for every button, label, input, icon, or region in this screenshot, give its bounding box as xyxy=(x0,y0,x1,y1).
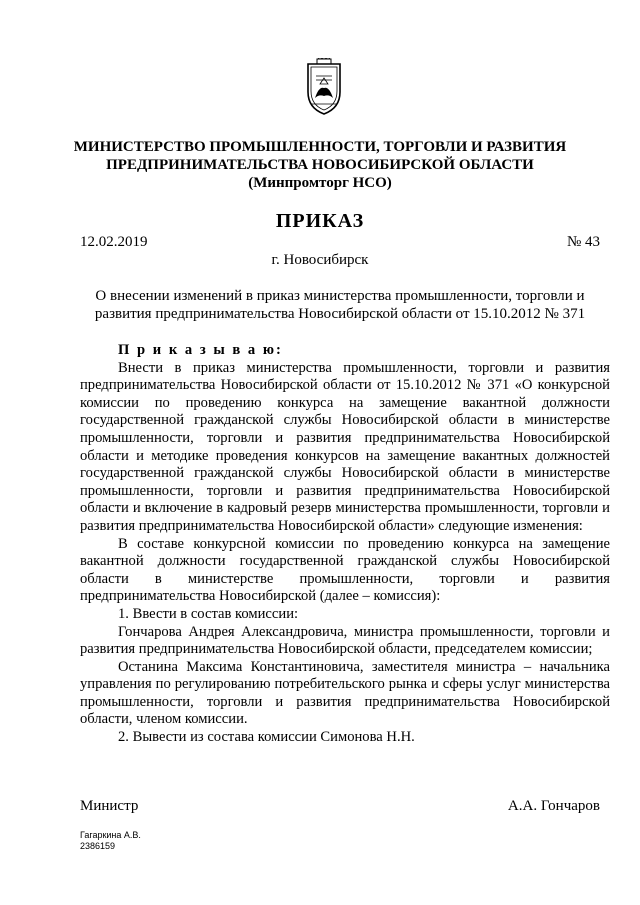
order-date: 12.02.2019 xyxy=(80,234,148,250)
order-subject: О внесении изменений в приказ министерства промышленности, торговли и развития предпринимательства Новосибирской области от 15.10.2012 № 371 xyxy=(94,288,586,322)
executor-info xyxy=(80,830,141,852)
order-city: г. Новосибирск xyxy=(271,252,369,268)
coat-of-arms-icon xyxy=(302,58,346,118)
paragraph-2: В составе конкурсной комиссии по проведению конкурса на замещение вакантной должности государственной гражданской службы Новосибирской области в министерстве промышленности, торговли и развития предпринимательства Новосибирской (далее – комиссия): xyxy=(80,535,610,605)
ministry-name-line-1: МИНИСТЕРСТВО ПРОМЫШЛЕННОСТИ, ТОРГОВЛИ И РАЗВИТИЯ xyxy=(73,139,567,155)
signature-post: Министр xyxy=(80,798,139,814)
order-title: ПРИКАЗ xyxy=(275,210,365,232)
order-word: П р и к а з ы в а ю: xyxy=(118,342,283,358)
paragraph-4: Гончарова Андрея Александровича, министра промышленности, торговли и развития предпринимательства Новосибирской области, председателем комиссии; xyxy=(80,623,610,658)
paragraph-5: Останина Максима Константиновича, заместителя министра – начальника управления по регулированию потребительского рынка и сферы услуг министерства промышленности, торговли и развития предпринимательства Новосибирской области, членом комиссии. xyxy=(80,658,610,728)
signature-name: А.А. Гончаров xyxy=(507,798,600,814)
ministry-name-line-2: ПРЕДПРИНИМАТЕЛЬСТВА НОВОСИБИРСКОЙ ОБЛАСТИ xyxy=(106,157,534,173)
executor-phone: 2386159 xyxy=(80,841,116,851)
paragraph-1: Внести в приказ министерства промышленности, торговли и развития предпринимательства Новосибирской области от 15.10.2012 № 371 «О конкурсной комиссии по проведению конкурса на замещение вакантной должности государственной гражданской службы Новосибирской области в министерстве промышленности, торговли и развития предпринимательства Новосибирской области и методике проведения конкурсов на замещение вакантных должностей государственной гражданской службы Новосибирской области в министерстве промышленности, торговли и развития предпринимательства Новосибирской области и включение в кадровый резерв министерства промышленности, торговли и развития предпринимательства Новосибирской области» следующие изменения: xyxy=(80,359,610,534)
paragraph-6: 2. Вывести из состава комиссии Симонова Н.Н. xyxy=(118,729,415,746)
order-body xyxy=(80,342,610,747)
paragraph-3: 1. Ввести в состав комиссии: xyxy=(118,605,299,622)
ministry-short-name: (Минпромторг НСО) xyxy=(248,175,392,191)
executor-name: Гагаркина А.В. xyxy=(80,830,141,840)
order-number: № 43 xyxy=(566,234,600,250)
